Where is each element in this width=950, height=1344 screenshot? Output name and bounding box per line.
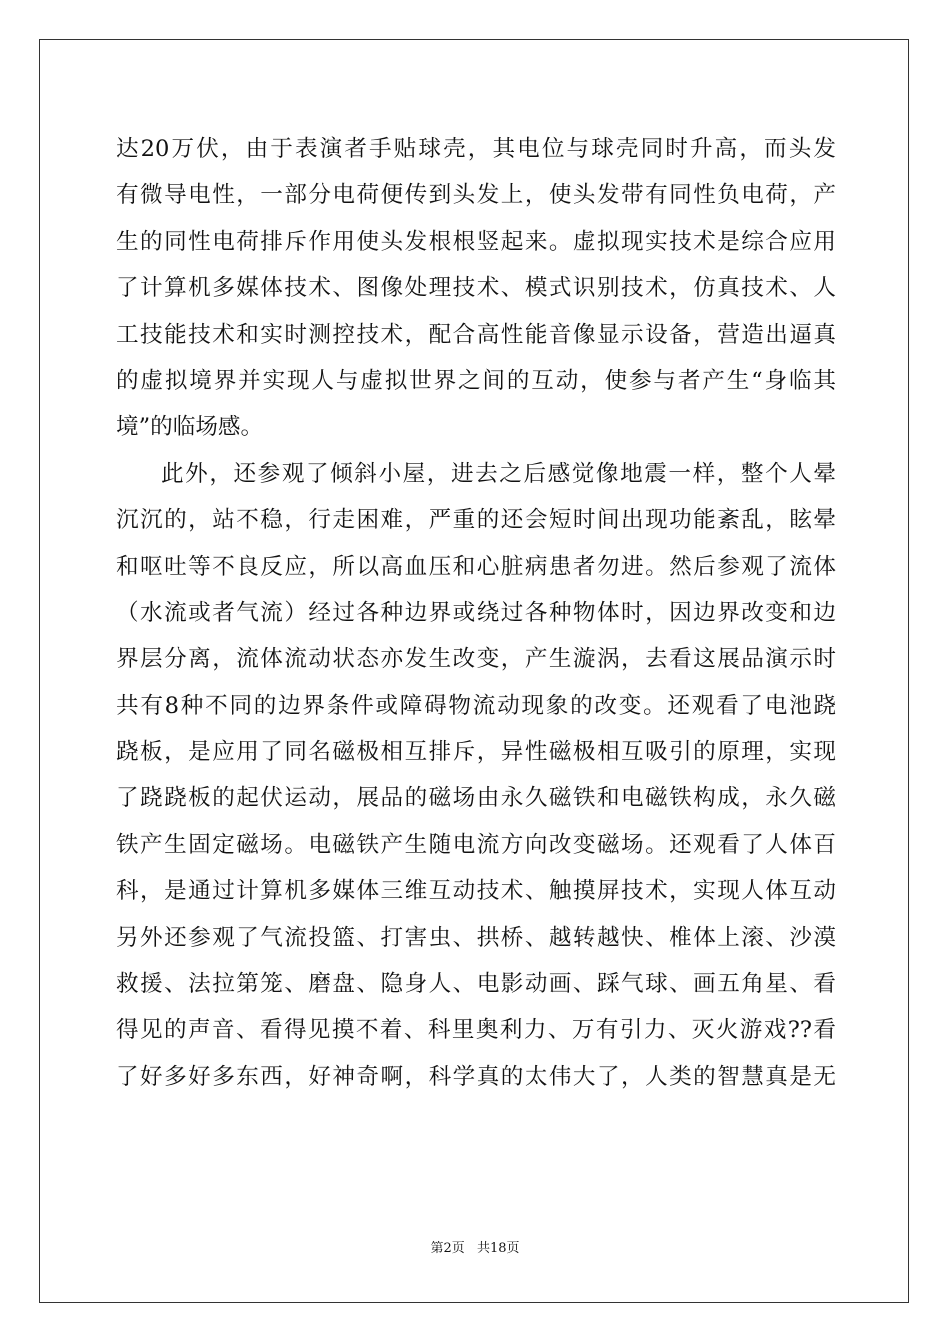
text-line: 科，是通过计算机多媒体三维互动技术、触摸屏技术，实现人体互动 xyxy=(116,878,836,905)
text-line: 了计算机多媒体技术、图像处理技术、模式识别技术，仿真技术、人 xyxy=(116,275,836,302)
text-line: 跷板，是应用了同名磁极相互排斥，异性磁极相互吸引的原理，实现 xyxy=(116,739,836,766)
text-line: 生的同性电荷排斥作用使头发根根竖起来。虚拟现实技术是综合应用 xyxy=(116,228,836,255)
text-line: 界层分离，流体流动状态亦发生改变，产生漩涡，去看这展品演示时 xyxy=(116,646,836,673)
document-body xyxy=(116,126,836,1100)
page-footer xyxy=(0,1237,950,1256)
text-line: 和呕吐等不良反应，所以高血压和心脏病患者勿进。然后参观了流体 xyxy=(116,553,836,580)
text-line: 得见的声音、看得见摸不着、科里奥利力、万有引力、灭火游戏??看 xyxy=(116,1017,836,1044)
text-line: 境”的临场感。 xyxy=(116,414,264,441)
text-line: 达20万伏，由于表演者手贴球壳，其电位与球壳同时升高，而头发 xyxy=(116,136,836,162)
text-line: 了跷跷板的起伏运动，展品的磁场由永久磁铁和电磁铁构成，永久磁 xyxy=(116,785,836,812)
page-number: 第2页 xyxy=(430,1241,465,1256)
text-line: 有微导电性，一部分电荷便传到头发上，使头发带有同性负电荷，产 xyxy=(116,182,836,209)
text-line: 救援、法拉第笼、磨盘、隐身人、电影动画、踩气球、画五角星、看 xyxy=(116,971,836,998)
text-line: 的虚拟境界并实现人与虚拟世界之间的互动，使参与者产生“身临其 xyxy=(116,367,836,394)
page-total: 共18页 xyxy=(476,1241,520,1256)
text-line: 了好多好多东西，好神奇啊，科学真的太伟大了，人类的智慧真是无 xyxy=(116,1063,836,1090)
text-line-indented: 此外，还参观了倾斜小屋，进去之后感觉像地震一样，整个人晕 xyxy=(161,460,836,487)
text-line: 另外还参观了气流投篮、打害虫、拱桥、越转越快、椎体上滚、沙漠 xyxy=(116,924,836,951)
text-line: （水流或者气流）经过各种边界或绕过各种物体时，因边界改变和边 xyxy=(116,599,836,626)
text-line: 工技能技术和实时测控技术，配合高性能音像显示设备，营造出逼真 xyxy=(116,321,836,348)
text-line: 铁产生固定磁场。电磁铁产生随电流方向改变磁场。还观看了人体百 xyxy=(116,831,836,858)
text-line: 沉沉的，站不稳，行走困难，严重的还会短时间出现功能紊乱，眩晕 xyxy=(116,507,836,534)
text-line: 共有8种不同的边界条件或障碍物流动现象的改变。还观看了电池跷 xyxy=(116,692,836,719)
